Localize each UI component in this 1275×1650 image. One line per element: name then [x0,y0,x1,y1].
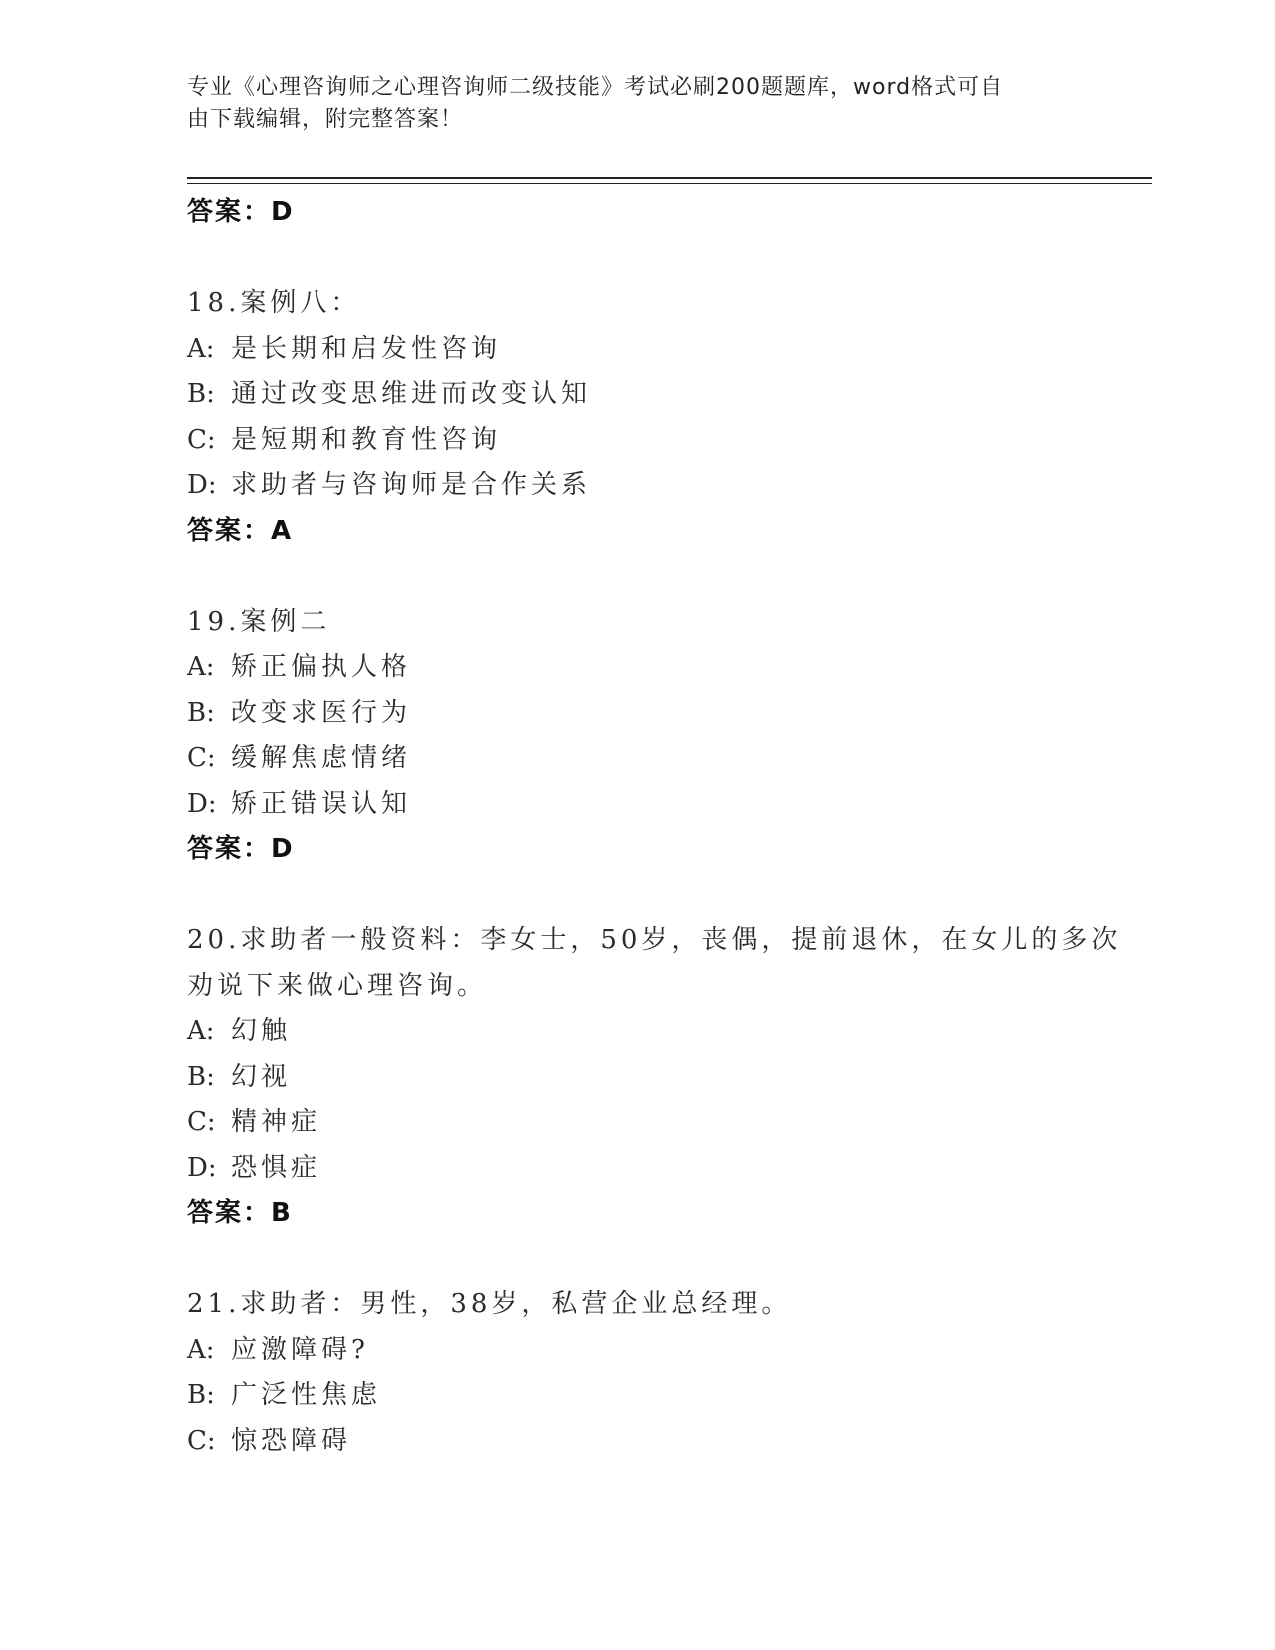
answer-key: 答案：A [187,515,294,546]
header-rule-thick [187,177,1152,179]
answer-option [187,736,1147,782]
option-text: 幻触 [231,1016,292,1046]
answer-option [187,372,1147,418]
answer-option [187,1328,1147,1374]
header-line-2: 由下载编辑，附完整答案！ [187,107,464,132]
option-letter: A: [187,333,215,364]
answer-option [187,782,1147,828]
answer-key: 答案：D [187,834,295,864]
answer-option [187,645,1147,691]
header-line-1: 专业《心理咨询师之心理咨询师二级技能》考试必刷200题题库，word格式可自 [187,75,1004,100]
answer-option [187,1146,1147,1192]
option-text: 应激障碍? [231,1334,369,1365]
answer-option [187,327,1147,373]
question-stem: 18.案例八： [187,288,361,318]
option-text: 精神症 [231,1107,322,1137]
option-text: 广泛性焦虑 [231,1380,382,1410]
answer-option [187,1055,1147,1101]
header-rule-thin [187,183,1152,184]
answer-option [187,691,1147,737]
question-spacer [187,236,1147,282]
option-letter: A: [187,1334,215,1365]
option-letter: D: [187,1152,217,1183]
option-letter: C: [187,743,216,773]
option-letter: A: [187,1016,215,1046]
option-letter: D: [187,788,217,819]
question-spacer [187,554,1147,600]
question-stem: 21.求助者：男性，38岁，私营企业总经理。 [187,1289,792,1319]
answer-option [187,418,1147,464]
document-header [187,72,1087,136]
option-letter: C: [187,424,216,455]
option-letter: A: [187,652,215,682]
question-stem: 20.求助者一般资料：李女士，50岁，丧偶，提前退休，在女儿的多次 [187,925,1122,955]
option-letter: C: [187,1425,216,1456]
option-text: 幻视 [231,1061,292,1092]
answer-key: 答案：B [187,1198,293,1228]
option-text: 矫正错误认知 [231,788,412,819]
question-stem: 劝说下来做心理咨询。 [187,970,488,1001]
question-spacer [187,873,1147,919]
option-letter: B: [187,1061,215,1092]
option-text: 通过改变思维进而改变认知 [231,379,592,409]
option-letter: B: [187,697,215,728]
answer-option [187,1373,1147,1419]
option-letter: C: [187,1107,216,1137]
option-text: 改变求医行为 [231,697,412,728]
question-spacer [187,1237,1147,1283]
option-text: 是短期和教育性咨询 [231,424,502,455]
option-text: 求助者与咨询师是合作关系 [231,470,592,500]
answer-option [187,1009,1147,1055]
answer-option [187,463,1147,509]
previous-answer: 答案：D [187,197,295,227]
answer-option [187,1100,1147,1146]
option-letter: D: [187,470,217,500]
question-list [187,190,1147,1464]
option-text: 恐惧症 [231,1152,322,1183]
option-text: 缓解焦虑情绪 [231,743,412,773]
question-stem: 19.案例二 [187,606,331,637]
option-text: 惊恐障碍 [231,1425,352,1456]
answer-option [187,1419,1147,1465]
option-text: 矫正偏执人格 [231,652,412,682]
option-letter: B: [187,379,215,409]
option-text: 是长期和启发性咨询 [231,333,502,364]
option-letter: B: [187,1380,215,1410]
